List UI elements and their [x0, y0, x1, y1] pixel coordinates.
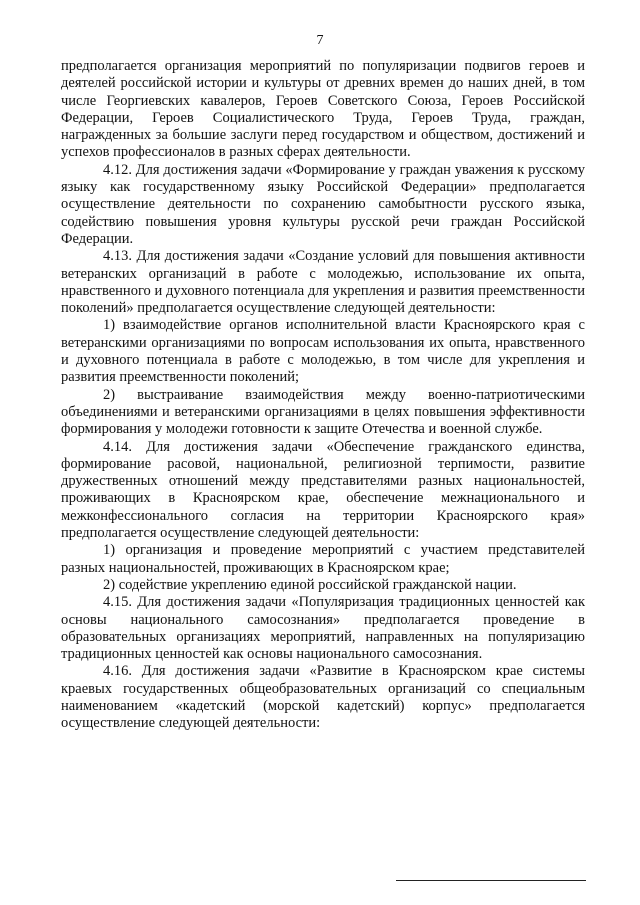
paragraph-4-13-veteran-organizations: 4.13. Для достижения задачи «Создание условий для повышения активности ветеранских организаций в работе с молодежью, использование их опыта, нравственного и духовного потенциала для укрепления и развития преемственности поколений» предполагается осуществление следующей деятельности:: [61, 248, 585, 317]
document-body: [61, 58, 585, 733]
page-number: 7: [316, 33, 324, 48]
paragraph-4-15-traditional-values: 4.15. Для достижения задачи «Популяризация традиционных ценностей как основы национального самосознания» предполагается проведение в образовательных организациях мероприятий, направленных на популяризацию традиционных ценностей как основы национального самосознания.: [61, 594, 585, 663]
paragraph-heroes-popularization: предполагается организация мероприятий по популяризации подвигов героев и деятелей российской истории и культуры от древних времен до наших дней, в том числе Георгиевских кавалеров, Героев Советского Союза, Героев Российской Федерации, Героев Социалистического Труда, Героев Труда, граждан, награжденных за большие заслуги перед государством и обществом, достижений и успехов профессионалов в разных сферах деятельности.: [61, 58, 585, 161]
list-item-4-13-1: 1) взаимодействие органов исполнительной власти Красноярского края с ветеранскими организациями по вопросам использования их опыта, нравственного и духовного потенциала в работе с молодежью, в том числе для укрепления и развития преемственности поколений;: [61, 317, 585, 386]
bottom-divider-line: [396, 880, 586, 881]
paragraph-4-12-russian-language: 4.12. Для достижения задачи «Формирование у граждан уважения к русскому языку как государственному языку Российской Федерации» предполагается осуществление деятельности по сохранению самобытности русского языка, содействию повышения уровня культуры русской речи граждан Российской Федерации.: [61, 161, 585, 247]
list-item-4-14-2: 2) содействие укреплению единой российской гражданской нации.: [103, 576, 517, 593]
list-item-4-13-2: 2) выстраивание взаимодействия между военно-патриотическими объединениями и ветеранскими организациями в целях повышения эффективности формирования у молодежи готовности к защите Отечества и военной службе.: [61, 386, 585, 438]
paragraph-4-14-civic-unity: 4.14. Для достижения задачи «Обеспечение гражданского единства, формирование расовой, национальной, религиозной терпимости, развитие дружественных отношений между представителями разных национальностей, проживающих в Красноярском крае, обеспечение межнационального и межконфессионального согласия на территории Красноярского края» предполагается осуществление следующей деятельности:: [61, 438, 585, 542]
list-item-4-14-1: 1) организация и проведение мероприятий с участием представителей разных национальностей, проживающих в Красноярском крае;: [61, 542, 585, 576]
paragraph-4-16-cadet-corps: 4.16. Для достижения задачи «Развитие в Красноярском крае системы краевых государственных общеобразовательных организаций со специальным наименованием «кадетский (морской кадетский) корпус» предполагается осуществление следующей деятельности:: [61, 663, 585, 732]
